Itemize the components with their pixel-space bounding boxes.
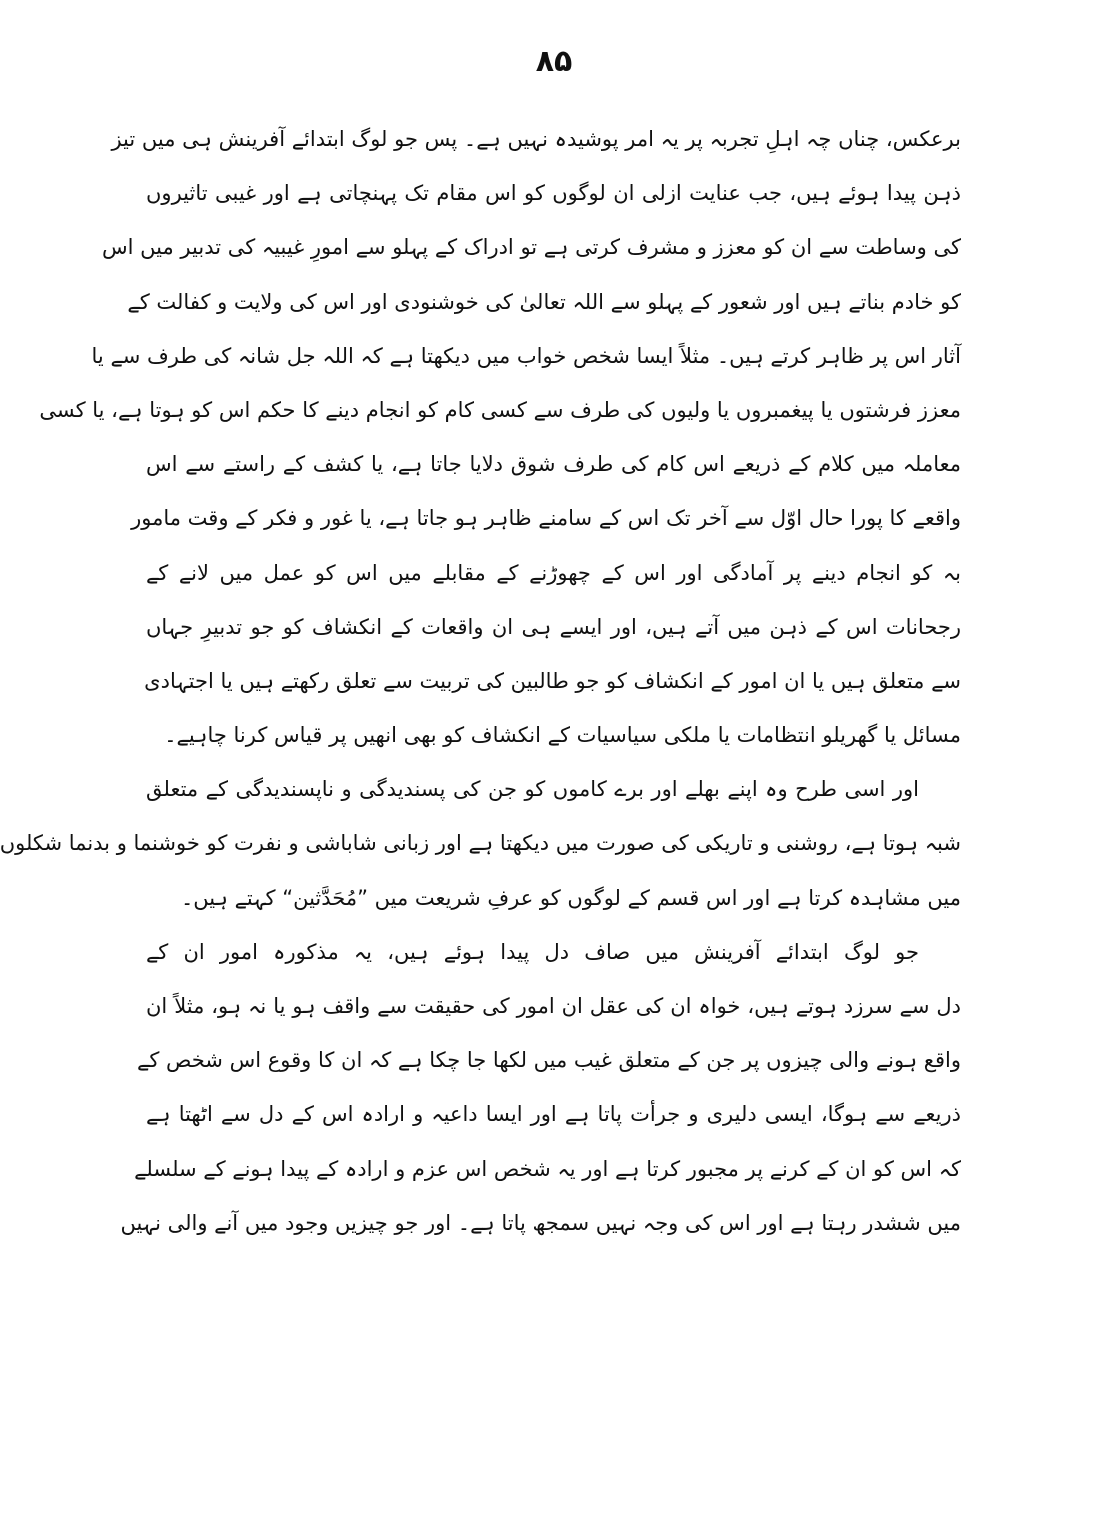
text-line: شبہ ہوتا ہے، روشنی و تاریکی کی صورت میں دیکھتا ہے اور زبانی شاباشی و نفرت کو خوشنما و بدنما شکلوں <box>0 831 961 856</box>
text-line: کی وساطت سے ان کو معزز و مشرف کرتی ہے تو ادراک کے پہلو سے امورِ غیبیہ کی تدبیر میں اس <box>102 235 961 260</box>
body-text <box>0 112 961 1250</box>
text-line: میں ششدر رہتا ہے اور اس کی وجہ نہیں سمجھ پاتا ہے۔ اور جو چیزیں وجود میں آنے والی نہیں <box>120 1210 961 1235</box>
text-line: دل سے سرزد ہوتے ہیں، خواہ ان کی عقل ان امور کی حقیقت سے واقف ہو یا نہ ہو، مثلاً ان <box>146 994 961 1018</box>
text-line-paragraph-start: جو لوگ ابتدائے آفرینش میں صاف دل پیدا ہوئے ہیں، یہ مذکورہ امور ان کے <box>146 939 919 964</box>
text-line: رجحانات اس کے ذہن میں آتے ہیں، اور ایسے ہی ان واقعات کے انکشاف کو جو تدبیرِ جہاں <box>146 614 961 639</box>
text-line: معاملہ میں کلام کے ذریعے اس کام کی طرف شوق دلایا جاتا ہے، یا کشف کے راستے سے اس <box>146 452 961 477</box>
text-line: برعکس، چناں چہ اہلِ تجربہ پر یہ امر پوشیدہ نہیں ہے۔ پس جو لوگ ابتدائے آفرینش ہی میں تیز <box>111 127 961 151</box>
text-line: ذہن پیدا ہوئے ہیں، جب عنایت ازلی ان لوگوں کو اس مقام تک پہنچاتی ہے اور غیبی تاثیروں <box>146 181 961 206</box>
text-line: بہ کو انجام دینے پر آمادگی اور اس کے چھوڑنے کے مقابلے میں اس کو عمل میں لانے کے <box>146 560 961 585</box>
text-line-paragraph-start: اور اسی طرح وہ اپنے بھلے اور برے کاموں کو جن کی پسندیدگی و ناپسندیدگی کے متعلق <box>146 777 919 802</box>
text-line-paragraph-end: میں مشاہدہ کرتا ہے اور اس قسم کے لوگوں کو عرفِ شریعت میں ”مُحَدَّثین“ کہتے ہیں۔ <box>180 885 961 910</box>
text-line: معزز فرشتوں یا پیغمبروں یا ولیوں کی طرف سے کسی کام کو انجام دینے کا حکم اس کو ہوتا ہے، یا کسی <box>39 397 961 422</box>
text-line: کو خادم بناتے ہیں اور شعور کے پہلو سے اللہ تعالیٰ کی خوشنودی اور اس کی ولایت و کفالت کے <box>127 289 961 314</box>
text-line: واقعے کا پورا حال اوّل سے آخر تک اس کے سامنے ظاہر ہو جاتا ہے، یا غور و فکر کے وقت مامور <box>131 506 961 531</box>
page-number: ۸۵ <box>535 44 573 79</box>
text-line: ذریعے سے ہوگا، ایسی دلیری و جرأت پاتا ہے اور ایسا داعیہ و ارادہ اس کے دل سے اٹھتا ہے <box>146 1102 961 1127</box>
text-line: کہ اس کو ان کے کرنے پر مجبور کرتا ہے اور یہ شخص اس عزم و ارادہ کے پیدا ہونے کے سلسلے <box>134 1156 961 1181</box>
text-line-paragraph-end: مسائل یا گھریلو انتظامات یا ملکی سیاسیات کے انکشاف کو بھی انھیں پر قیاس کرنا چاہیے۔ <box>164 723 961 748</box>
text-line: واقع ہونے والی چیزوں پر جن کے متعلق غیب میں لکھا جا چکا ہے کہ ان کا وقوع اس شخص کے <box>137 1048 961 1073</box>
text-line: آثار اس پر ظاہر کرتے ہیں۔ مثلاً ایسا شخص خواب میں دیکھتا ہے کہ اللہ جل شانہ کی طرف سے یا <box>91 343 961 368</box>
text-line: سے متعلق ہیں یا ان امور کے انکشاف کو جو طالبین کی تربیت سے تعلق رکھتے ہیں یا اجتہادی <box>144 668 961 693</box>
